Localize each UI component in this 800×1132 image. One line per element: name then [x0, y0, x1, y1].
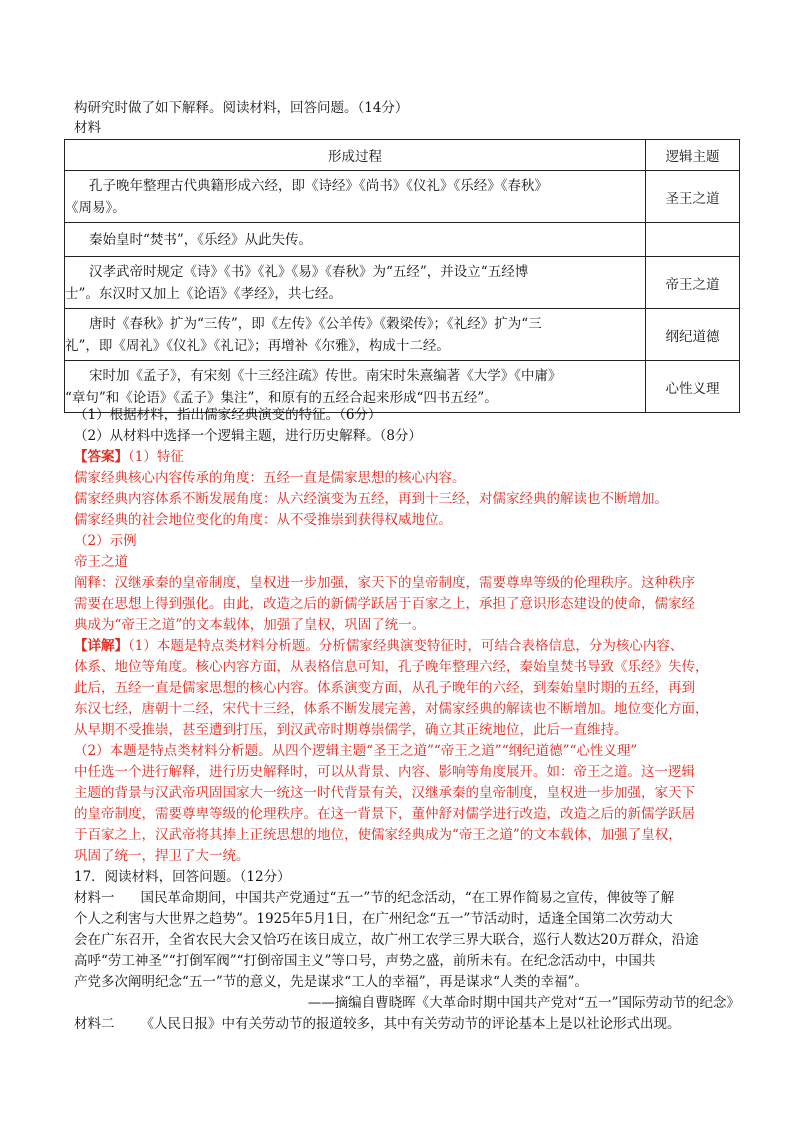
material-1-source: ——摘编自曹晓晖《大革命时期中国共产党对“五一”国际劳动节的纪念》: [307, 995, 740, 1011]
process-line: 礼”，即《周礼》《仪礼》《礼记》；再增补《尔雅》，构成十二经。: [65, 337, 450, 354]
material-label: 材料: [74, 120, 101, 136]
detail-line: [74, 636, 683, 656]
detail-line: 主题的背景与汉武帝巩固国家大一统这一时代背景有关，汉继承秦的皇帝制度，皇权进一步加强，家天下: [74, 785, 695, 801]
table-cell-theme: 心性义理: [646, 361, 740, 413]
intro-text: 构研究时做了如下解释。阅读材料，回答问题。（14分）: [74, 100, 409, 116]
table-header-theme: 逻辑主题: [646, 140, 740, 171]
answer-line: 阐释：汉继承秦的皇帝制度，皇权进一步加强，家天下的皇帝制度，需要尊卑等级的伦理秩序。这种秩序: [74, 575, 695, 591]
answer-line: 儒家经典的社会地位变化的角度：从不受推崇到获得权威地位。: [74, 512, 452, 528]
answer-line: 儒家经典内容体系不断发展角度：从六经演变为五经，再到十三经，对儒家经典的解读也不断增加。: [74, 491, 668, 507]
process-line: 宋时加《孟子》，有宋刻《十三经注疏》传世。南宋时朱熹编著《大学》《中庸》: [89, 367, 562, 384]
material-1-line: 会在广东召开，全省农民大会又恰巧在该日成立，故广州工农学三界大联合，巡行人数达20万群众，沿途: [74, 932, 699, 948]
answer-part-1-heading: （1）特征: [128, 449, 184, 465]
answer-heading: [74, 447, 184, 467]
detail-line: 从早期不受推崇，甚至遭到打压，到汉武帝时期尊崇儒学，确立其正统地位，此后一直维持。: [74, 722, 628, 738]
table-header-process: 形成过程: [65, 140, 646, 171]
table-row: [65, 171, 740, 223]
detail-line: 的皇帝制度，需要尊卑等级的伦理秩序。在这一背景下，董仲舒对儒学进行改造，改造之后的新儒学跃居: [74, 806, 695, 822]
detail-line: 东汉七经，唐朝十二经，宋代十三经，体系不断发展完善，对儒家经典的解读也不断增加。地位变化方面，: [74, 701, 709, 717]
process-line: 秦始皇时“焚书”，《乐经》从此失传。: [89, 231, 313, 248]
answer-line: 需要在思想上得到强化。由此，改造之后的新儒学跃居于百家之上，承担了意识形态建设的使命，儒家经: [74, 596, 695, 612]
detail-line: 此后，五经一直是儒家思想的核心内容。体系演变方面，从孔子晚年的六经，到秦始皇时期的五经，再到: [74, 680, 695, 696]
material-table: [64, 139, 740, 413]
material-2-text: 《人民日报》中有关劳动节的报道较多，其中有关劳动节的评论基本上是以社论形式出现。: [140, 1016, 681, 1032]
table-cell-process: [65, 257, 646, 309]
answer-tag: 【答案】: [74, 449, 128, 465]
process-line: 汉孝武帝时规定《诗》《书》《礼》《易》《春秋》为“五经”，并设立“五经博: [89, 263, 529, 280]
material-1-line: 产党多次阐明纪念“五一”节的意义，先是谋求“工人的幸福”，再是谋求“人类的幸福”。: [74, 974, 588, 990]
table-cell-process: [65, 223, 646, 257]
process-line: 士”。东汉时又加上《论语》《孝经》，共七经。: [65, 285, 342, 302]
material-1-text: 国民革命期间，中国共产党通过“五一”节的纪念活动，“在工界作简易之宣传，俾彼等了解: [140, 890, 675, 906]
detail-text: （1）本题是特点类材料分析题。分析儒家经典演变特征时，可结合表格信息，分为核心内容、: [128, 638, 684, 654]
table-cell-theme: [646, 223, 740, 257]
answer-theme: 帝王之道: [74, 554, 128, 570]
process-line: “章句”和《论语》《孟子》集注”，和原有的五经合起来形成“四书五经”。: [65, 389, 498, 406]
process-line: 唐时《春秋》扩为“三传”，即《左传》《公羊传》《穀梁传》；《礼经》扩为“三: [89, 315, 542, 332]
detail-line: （2）本题是特点类材料分析题。从四个逻辑主题“圣王之道”“帝王之道”“纲纪道德”“心性义理”: [74, 743, 638, 759]
material-1-line: [74, 888, 674, 908]
table-cell-theme: 圣王之道: [646, 171, 740, 223]
table-cell-process: [65, 171, 646, 223]
question-1: （1）根据材料，指出儒家经典演变的特征。（6分）: [74, 407, 382, 423]
process-line: 《周易》。: [65, 199, 126, 216]
table-row: [65, 223, 740, 257]
table-header-row: [65, 140, 740, 171]
process-line: 孔子晚年整理古代典籍形成六经，即《诗经》《尚书》《仪礼》《乐经》《春秋》: [89, 177, 548, 194]
answer-line: 儒家经典核心内容传承的角度：五经一直是儒家思想的核心内容。: [74, 470, 466, 486]
detail-line: 体系、地位等角度。核心内容方面，从表格信息可知，孔子晚年整理六经，秦始皇焚书导致《乐经》失传，: [74, 659, 709, 675]
material-2-line: [74, 1014, 681, 1034]
answer-line: 典成为“帝王之道”的文本载体，加强了皇权，巩固了统一。: [74, 617, 426, 633]
detail-line: 巩固了统一，捍卫了大一统。: [74, 848, 250, 864]
material-1-label: 材料一: [74, 890, 115, 906]
question-2: （2）从材料中选择一个逻辑主题，进行历史解释。（8分）: [74, 428, 422, 444]
table-row: [65, 309, 740, 361]
table-row: [65, 257, 740, 309]
table-cell-process: [65, 309, 646, 361]
table-cell-theme: 帝王之道: [646, 257, 740, 309]
material-1-line: 个人之利害与大世界之趋势”。1925年5月1日，在广州纪念“五一”节活动时，适逢全国第二次劳动大: [74, 911, 673, 927]
question-17-title: 17．阅读材料，回答问题。（12分）: [74, 869, 291, 885]
material-1-line: 高呼“劳工神圣”“打倒军阀”“打倒帝国主义”等口号，声势之盛，前所未有。在纪念活动中，中国共: [74, 953, 656, 969]
table-cell-theme: 纲纪道德: [646, 309, 740, 361]
material-2-label: 材料二: [74, 1016, 115, 1032]
detail-line: 中任选一个进行解释，进行历史解释时，可以从背景、内容、影响等角度展开。如：帝王之道。这一逻辑: [74, 764, 695, 780]
detail-line: 于百家之上，汉武帝将其捧上正统思想的地位，使儒家经典成为“帝王之道”的文本载体，加强了皇权，: [74, 827, 682, 843]
detail-tag: 【详解】: [74, 638, 128, 654]
answer-part-2-heading: （2）示例: [74, 533, 137, 549]
